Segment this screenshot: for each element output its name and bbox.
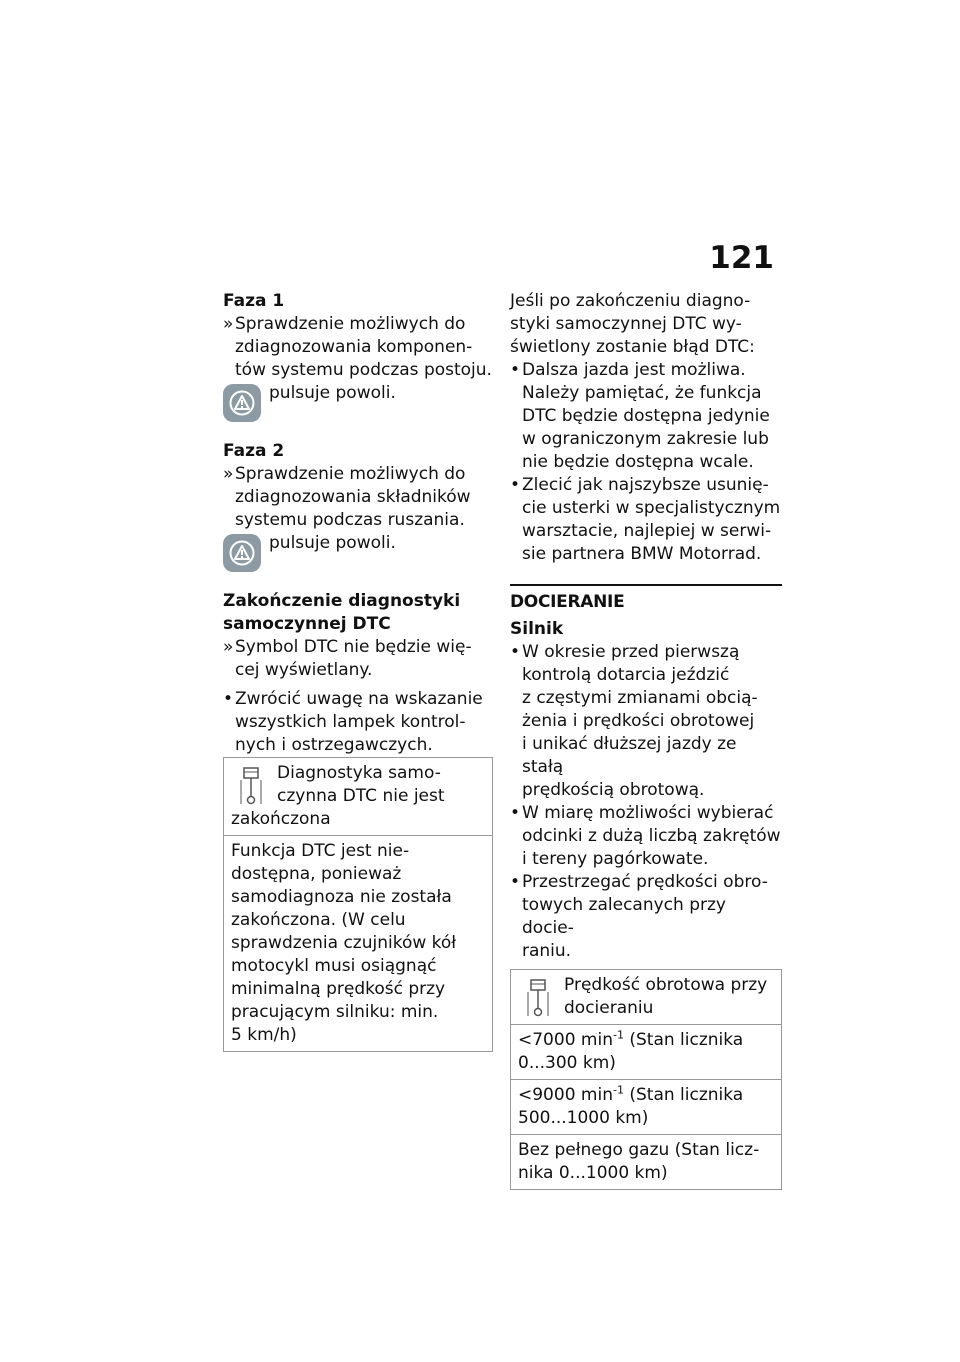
phase2-item [223,463,493,532]
end-bullet [223,688,493,757]
dtc-table-body [224,836,493,1052]
text-line [518,1084,774,1107]
text-line: i unikać dłuższej jazdy ze stałą [522,734,737,777]
text-line: towych zalecanych przy docie- [522,895,726,938]
text-line: Funkcja DTC jest nie- [231,841,410,861]
odometer-label: (Stan licznika [623,1030,744,1050]
text-line: warsztacie, najlepiej w serwi- [522,521,772,541]
text-line: zdiagnozowania komponen- [235,337,473,357]
text-line: Prędkość obrotowa przy [564,975,768,995]
superscript: -1 [612,1028,624,1042]
text-line: cej wyświetlany. [235,660,373,680]
text-line: DTC będzie dostępna jedynie [522,406,770,426]
text-line [518,1029,774,1052]
text-line: nych i ostrzegawczych. [235,735,433,755]
text-line: i tereny pagórkowate. [522,849,709,869]
text-line: nie będzie dostępna wcale. [522,452,754,472]
text-line: z częstymi zmianami obcią- [522,688,758,708]
text-line: Symbol DTC nie będzie wię- [235,637,472,657]
list-marker: » [223,464,234,484]
bullet-marker: • [510,475,521,495]
text-line: nika 0...1000 km) [518,1163,668,1183]
bullet-marker: • [510,872,521,892]
rpm-value: <9000 min [518,1085,613,1105]
text-line: styki samoczynnej DTC wy- [510,314,742,334]
text-line: 0...300 km) [518,1053,616,1073]
dtc-table [223,757,493,1052]
phase2-indicator [223,532,493,578]
text-line: czynna DTC nie jest [277,786,445,806]
text-line: Dalsza jazda jest możliwa. [522,360,746,380]
text-line: zakończona. (W celu [231,910,406,930]
bullet-marker: • [223,689,234,709]
text-line: cie usterki w specjalistycznym [522,498,781,518]
rpm-value: <7000 min [518,1030,613,1050]
end-heading [223,590,493,636]
odometer-label: (Stan licznika [623,1085,744,1105]
text-line: sprawdzenia czujników kół [231,933,457,953]
list-marker: » [223,314,234,334]
right-column [510,290,782,1190]
text-line: Należy pamiętać, że funkcja [522,383,762,403]
bullet-marker: • [510,642,521,662]
list-item [510,802,782,871]
warning-triangle-icon [223,384,261,422]
text-line: wszystkich lampek kontrol- [235,712,466,732]
phase1-item [223,313,493,382]
phase1-heading: Faza 1 [223,291,285,311]
text-line: zdiagnozowania składników [235,487,471,507]
list-item [510,871,782,963]
text-line: W miarę możliwości wybierać [522,803,774,823]
break-in-table-head [511,970,782,1025]
text-line: Bez pełnego gazu (Stan licz- [518,1140,760,1160]
text-line: W okresie przed pierwszą [522,642,740,662]
text-line: Sprawdzenie możliwych do [235,314,466,334]
text-line: w ograniczonym zakresie lub [522,429,769,449]
text-line: pracującym silniku: min. [231,1002,439,1022]
end-item [223,636,493,682]
text-line: motocykl musi osiągnąć [231,956,437,976]
table-row [511,1135,782,1190]
list-item [510,641,782,802]
text-line: odcinki z dużą liczbą zakrętów [522,826,781,846]
heading-line: samoczynnej DTC [223,614,391,634]
text-line: Jeśli po zakończeniu diagno- [510,291,751,311]
text-line: dostępna, ponieważ [231,864,402,884]
text-line: prędkością obrotową. [522,780,705,800]
dtc-table-head [224,758,493,836]
section-divider [510,584,782,586]
text-line: 5 km/h) [231,1025,297,1045]
list-item [510,359,782,474]
section-title: DOCIERANIE [510,592,625,612]
text-line: sie partnera BMW Motorrad. [522,544,762,564]
text-line: docieraniu [564,998,654,1018]
table-row [511,1025,782,1080]
text-line: Zlecić jak najszybsze usunię- [522,475,769,495]
superscript: -1 [612,1083,624,1097]
intro-paragraph [510,290,782,359]
text-line: żenia i prędkości obrotowej [522,711,755,731]
list-marker: » [223,637,234,657]
text-line: Przestrzegać prędkości obro- [522,872,768,892]
page-number: 121 [709,240,774,276]
table-row [511,1080,782,1135]
text-line: Zwrócić uwagę na wskazanie [235,689,483,709]
list-item [510,474,782,566]
phase2-heading: Faza 2 [223,441,285,461]
bullet-marker: • [510,803,521,823]
text-line: samodiagnoza nie została [231,887,452,907]
break-in-table [510,969,782,1190]
text-line: tów systemu podczas postoju. [235,360,492,380]
text-line: zakończona [231,809,331,829]
text-line: systemu podczas ruszania. [235,510,465,530]
text-line: minimalną prędkość przy [231,979,446,999]
indicator-text: pulsuje powoli. [269,533,396,553]
text-line: Diagnostyka samo- [277,763,441,783]
piston-icon [526,978,550,1018]
text-line: świetlony zostanie błąd DTC: [510,337,755,357]
subheading: Silnik [510,619,564,639]
phase1-indicator [223,382,493,428]
bullet-marker: • [510,360,521,380]
text-line: Sprawdzenie możliwych do [235,464,466,484]
text-line: raniu. [522,941,572,961]
heading-line: Zakończenie diagnostyki [223,591,461,611]
text-line: kontrolą dotarcia jeździć [522,665,730,685]
indicator-text: pulsuje powoli. [269,383,396,403]
text-line: 500...1000 km) [518,1108,649,1128]
piston-icon [239,766,263,806]
left-column [223,290,493,1052]
warning-triangle-icon [223,534,261,572]
